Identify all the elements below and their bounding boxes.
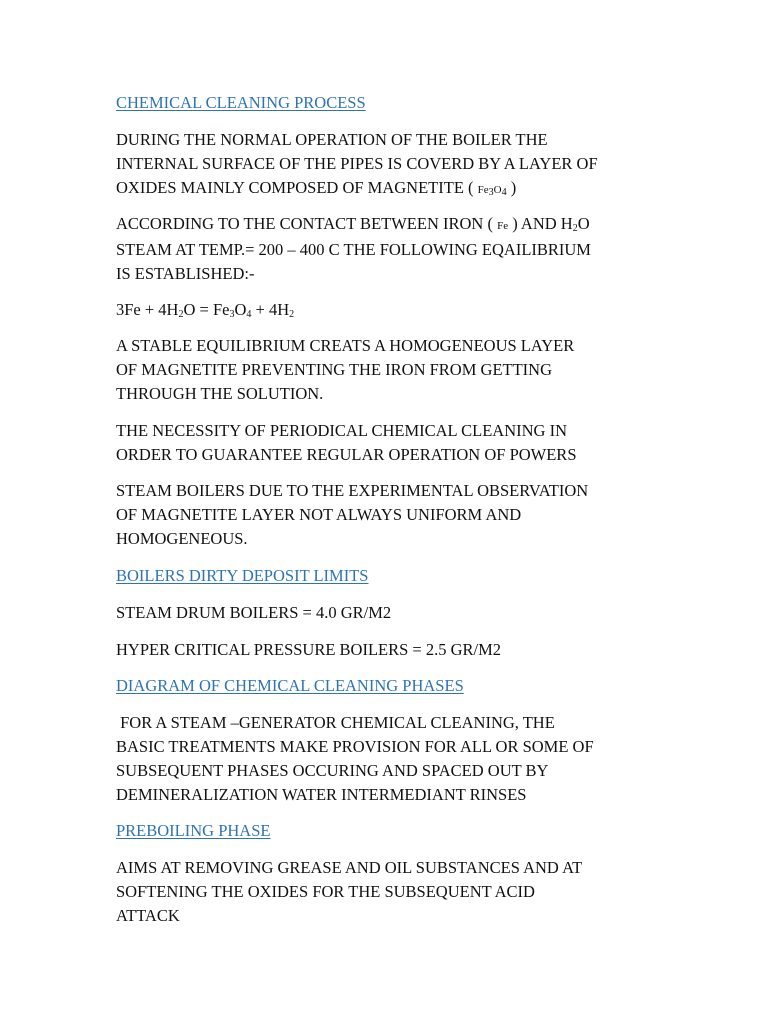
- subscript: 3: [488, 187, 494, 198]
- formula-fe: Fe: [212, 300, 230, 319]
- steam-boilers-line: OF MAGNETITE LAYER NOT ALWAYS UNIFORM AND: [116, 505, 522, 524]
- text-run: O =: [183, 300, 213, 319]
- formula-fe: Fe: [477, 184, 489, 196]
- subscript: 4: [246, 309, 252, 320]
- contact-line: [116, 212, 676, 238]
- contact-paragraph: [116, 212, 676, 286]
- subscript: 4: [501, 187, 507, 198]
- stable-line: THROUGH THE SOLUTION.: [116, 384, 324, 403]
- intro-line: INTERNAL SURFACE OF THE PIPES IS COVERD BY A LAYER OF: [116, 154, 598, 173]
- formula-o: O: [234, 300, 247, 319]
- generator-line: SUBSEQUENT PHASES OCCURING AND SPACED OUT BY: [116, 761, 549, 780]
- heading-preboiling-phase: PREBOILING PHASE: [116, 821, 271, 840]
- stable-line: A STABLE EQUILIBRIUM CREATS A HOMOGENEOUS LAYER: [116, 336, 575, 355]
- subscript: 3: [229, 309, 235, 320]
- text-run: ): [506, 178, 517, 197]
- subscript: 2: [572, 223, 578, 234]
- text-run: ACCORDING TO THE CONTACT BETWEEN IRON (: [116, 214, 498, 233]
- steam-drum-limit: STEAM DRUM BOILERS = 4.0 GR/M2: [116, 603, 392, 622]
- contact-line: STEAM AT TEMP.= 200 – 400 C THE FOLLOWING EQAILIBRIUM: [116, 240, 591, 259]
- preboiling-line: SOFTENING THE OXIDES FOR THE SUBSEQUENT ACID: [116, 882, 535, 901]
- text-run: 3Fe + 4H: [116, 300, 179, 319]
- necessity-paragraph: [116, 419, 676, 467]
- equation: [116, 298, 676, 322]
- intro-line: [116, 176, 676, 202]
- subscript: 2: [289, 309, 295, 320]
- heading-diagram-phases: DIAGRAM OF CHEMICAL CLEANING PHASES: [116, 676, 464, 695]
- equation-line: [116, 298, 676, 322]
- preboiling-line: ATTACK: [116, 906, 180, 925]
- formula-o: O: [493, 184, 502, 196]
- subscript: 2: [178, 309, 184, 320]
- hyper-critical-limit: HYPER CRITICAL PRESSURE BOILERS = 2.5 GR/M2: [116, 640, 502, 659]
- necessity-line: ORDER TO GUARANTEE REGULAR OPERATION OF POWERS: [116, 445, 577, 464]
- stable-line: OF MAGNETITE PREVENTING THE IRON FROM GETTING: [116, 360, 553, 379]
- text-run: O: [577, 214, 590, 233]
- formula-fe: Fe: [497, 220, 509, 232]
- generator-line: BASIC TREATMENTS MAKE PROVISION FOR ALL OR SOME OF: [116, 737, 594, 756]
- text-run: + 4H: [251, 300, 290, 319]
- generator-line: DEMINERALIZATION WATER INTERMEDIANT RINSES: [116, 785, 527, 804]
- necessity-line: THE NECESSITY OF PERIODICAL CHEMICAL CLEANING IN: [116, 421, 567, 440]
- preboiling-paragraph: [116, 856, 676, 928]
- stable-paragraph: [116, 334, 676, 406]
- intro-line: DURING THE NORMAL OPERATION OF THE BOILER THE: [116, 130, 548, 149]
- contact-line: IS ESTABLISHED:-: [116, 264, 255, 283]
- heading-chemical-cleaning-process: CHEMICAL CLEANING PROCESS: [116, 93, 366, 112]
- intro-paragraph: [116, 128, 676, 202]
- heading-dirty-deposit-limits: BOILERS DIRTY DEPOSIT LIMITS: [116, 566, 369, 585]
- text-run: OXIDES MAINLY COMPOSED OF MAGNETITE (: [116, 178, 478, 197]
- generator-paragraph: [116, 711, 676, 807]
- steam-boilers-paragraph: [116, 479, 676, 551]
- steam-boilers-line: STEAM BOILERS DUE TO THE EXPERIMENTAL OBSERVATION: [116, 481, 589, 500]
- steam-boilers-line: HOMOGENEOUS.: [116, 529, 248, 548]
- text-run: ) AND H: [508, 214, 573, 233]
- generator-line: FOR A STEAM –GENERATOR CHEMICAL CLEANING, THE: [116, 713, 555, 732]
- preboiling-line: AIMS AT REMOVING GREASE AND OIL SUBSTANCES AND AT: [116, 858, 583, 877]
